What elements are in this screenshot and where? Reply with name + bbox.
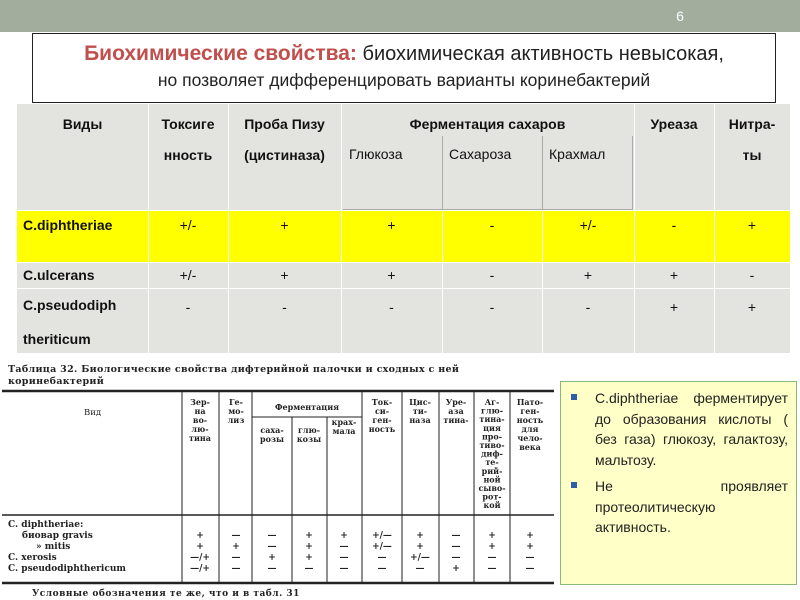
svg-text:саха-розы: саха-розы [259,425,285,444]
cell-nitrate: + [747,299,757,315]
note-box [560,381,797,585]
svg-text:Зер-наво-лю-тина: Зер-на во-лю-тина [189,397,211,443]
cell-pizu: + [280,217,289,233]
cell-glucose: + [387,217,396,233]
svg-text:Ге-мо-лиз: Ге-мо-лиз [227,397,245,425]
title-box [32,33,776,103]
scan-row-name: C. pseudodiphthericum [8,564,126,574]
scan-cell: + [416,542,424,552]
cell-tox: +/- [179,267,197,283]
scan-cell: — [451,542,461,552]
title-rest: биохимическая активность невысокая, [356,43,724,65]
svg-text:крах-мала: крах-мала [331,417,357,436]
title-line-1 [33,40,775,68]
scan-footer: Условные обозначения те же, что и в табл. 31 [32,589,300,599]
svg-text:глю-козы: глю-козы [296,425,322,444]
scan-cell: + [305,542,313,552]
cell-nitrate: + [747,217,757,233]
scan-row-name: биовар gravis [22,531,93,541]
top-bar [0,0,800,32]
scan-cell: — [451,531,461,541]
scan-col-ferm: Ферментация [274,402,340,412]
header-nitrate-2: ты [742,147,762,163]
cell-glucose: - [389,299,394,315]
scan-cell: — [231,553,241,563]
svg-text:Уре-азатина-: Уре-аза тина- [443,397,469,425]
biochemical-table [17,104,790,353]
scan-cell: — [231,564,241,574]
scan-cell: — [487,564,497,574]
scanned-table-image [2,355,558,600]
scan-cell: — [525,564,535,574]
cell-tox: +/- [179,217,197,233]
scan-cell: + [268,553,276,563]
note-item: Не проявляет протеолитическую активность. [567,476,788,538]
row-species-diphtheriae: C.diphtheriae [23,217,113,233]
scan-caption-2: коринебактерий [8,376,105,387]
header-nitrate-1: Нитра- [728,116,776,132]
scan-cell: — [415,564,425,574]
scan-caption-1: Таблица 32. Биологические свойства дифтерийной палочки и сходных с ней [8,364,460,375]
cell-tox: - [185,299,191,315]
scan-cell: + [305,531,313,541]
header-toxigenicity-2: нность [163,147,213,163]
scan-row-name: » mitis [36,542,71,552]
scan-cell: — [339,564,349,574]
scan-cell: — [525,553,535,563]
scan-row-name: C. diphtheriae: [8,520,84,530]
scan-cell: — [304,564,314,574]
svg-text:Цис-ти-наза: Цис-ти-наза [409,397,431,425]
cell-sucrose: - [489,267,495,283]
scan-cell: +/— [372,531,392,541]
cell-starch: + [583,267,593,283]
row-species-ulcerans: C.ulcerans [23,267,95,283]
header-pizu-2: (цистиназа) [244,147,325,163]
cell-urease: + [669,267,679,283]
scan-cell: + [305,553,313,563]
scan-cell: + [232,542,240,552]
row-species-pseudodiph-1: C.pseudodiph [23,297,117,313]
scan-cell: — [231,531,241,541]
subheader-starch: Крахмал [543,136,633,210]
scan-cell: + [196,542,204,552]
scan-cell: — [451,553,461,563]
header-species: Виды [62,116,103,132]
scan-col-vid: Вид [84,408,102,418]
scan-cell: — [339,553,349,563]
svg-text:Ток-си-ген-ность: Ток-си-ген-ность [368,397,396,434]
scan-cell: + [526,542,534,552]
title-line-2: но позволяет дифференцировать варианты коринебактерий [157,70,651,90]
cell-pizu: - [282,299,287,315]
cell-urease: + [669,299,679,315]
row-species-pseudodiph-2: theriticum [23,331,91,347]
scan-cell: + [488,531,496,541]
scan-cell: — [377,564,387,574]
scan-cell: — [377,553,387,563]
bullet-icon [571,394,577,400]
subheader-glucose: Глюкоза [343,136,443,210]
scan-row-name: C. xerosis [8,553,57,563]
svg-text:Пато-ген-ностьдлячело-века: Пато-ген-ность для чело-века [516,397,544,452]
cell-glucose: + [387,267,396,283]
scan-cell: + [196,531,204,541]
scan-cell: + [340,531,348,541]
scan-cell: + [526,531,534,541]
scan-cell: — [267,542,277,552]
scan-cell: — [267,564,277,574]
scan-cell: + [488,542,496,552]
scan-cell: +/— [372,542,392,552]
title-bold: Биохимические свойства: [84,42,357,65]
scan-h: Зер- [190,397,210,407]
cell-sucrose: - [489,299,495,315]
header-urease: Уреаза [650,116,698,132]
cell-urease: - [671,217,677,233]
subheader-sucrose: Сахароза [443,136,543,210]
scan-cell: —/+ [190,564,210,574]
bullet-icon [571,482,577,488]
scan-cell: — [267,531,277,541]
cell-nitrate: - [749,267,755,283]
header-fermentation: Ферментация сахаров [409,116,566,132]
scan-cell: — [339,542,349,552]
cell-starch: - [585,299,591,315]
header-pizu-1: Проба Пизу [244,116,325,132]
cell-pizu: + [280,267,289,283]
svg-text:Аг-глю-тина-цияпро-тиво-диф-те: Аг-глю-тина-ция про-тиво-диф-те-рий-ной сыво-рот-кой [478,397,506,511]
scan-cell: — [487,553,497,563]
header-toxigenicity-1: Токсиге [161,116,215,132]
scan-cell: +/— [410,553,430,563]
scan-cell: —/+ [190,553,210,563]
slide-number: 6 [676,8,684,24]
note-item: C.diphtheriae ферментирует до образования кислоты ( без газа) глюкозу, галактозу, мальтозу. [567,388,788,470]
scan-cell: + [452,564,460,574]
cell-sucrose: - [489,217,495,233]
scan-cell: + [416,531,424,541]
cell-starch: +/- [579,217,597,233]
